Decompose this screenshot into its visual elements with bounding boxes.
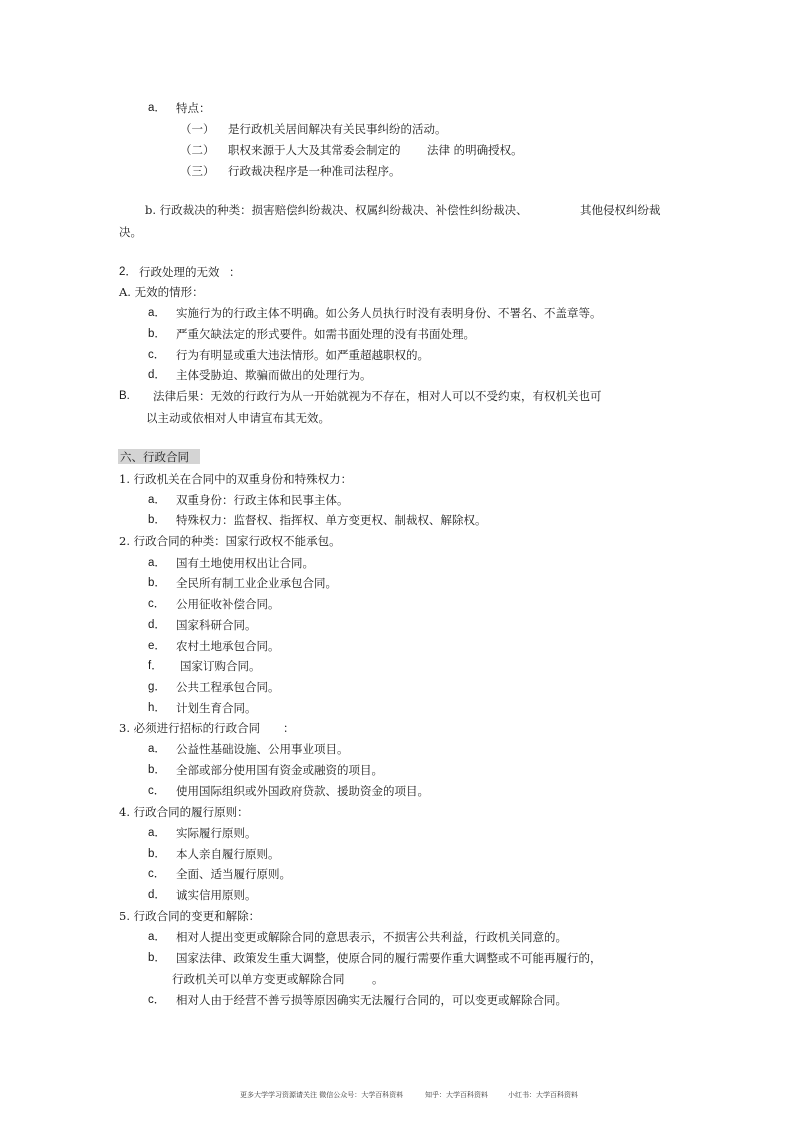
s2-item-g-marker: g．: [148, 681, 166, 693]
s1-item-b-marker: b．: [148, 514, 166, 526]
adjudication-types-wrap: 决。: [119, 225, 142, 239]
s4-item-b-text: 本人亲自履行原则。: [176, 847, 280, 861]
s3-item-c-text: 使用国际组织或外国政府贷款、援助资金的项目。: [176, 784, 429, 798]
s5-item-b-continuation: 行政机关可以单方变更或解除合同: [172, 972, 345, 986]
adjudication-types-line-end: 其他侵权纠纷裁: [580, 203, 661, 217]
invalid-case-a-marker: a．: [148, 307, 166, 319]
invalid-sub-b-line2: 以主动或依相对人申请宣布其无效。: [146, 411, 330, 425]
traits-item-3-text: 行政裁决程序是一种准司法程序。: [228, 164, 401, 178]
s2-item-b-text: 全民所有制工业企业承包合同。: [176, 576, 337, 590]
s3-item-a-marker: a．: [148, 743, 166, 755]
s3-heading: 3. 必须进行招标的行政合同: [119, 721, 261, 735]
s3-item-b-marker: b．: [148, 764, 166, 776]
s2-item-e-text: 农村土地承包合同。: [176, 639, 280, 653]
s4-heading: 4. 行政合同的履行原则：: [119, 805, 249, 819]
s4-item-a-text: 实际履行原则。: [176, 826, 257, 840]
s4-item-a-marker: a．: [148, 827, 166, 839]
s4-item-d-text: 诚实信用原则。: [176, 888, 257, 902]
invalid-sub-b-line1: 法律后果：无效的行政行为从一开始就视为不存在，相对人可以不受约束，有权机关也可: [153, 389, 602, 403]
s2-item-c-marker: c．: [148, 598, 166, 610]
footer-xiaohongshu: 小红书：大学百科资料: [508, 1091, 578, 1099]
s4-item-b-marker: b．: [148, 848, 166, 860]
s2-item-a-marker: a．: [148, 557, 166, 569]
footer-wechat: 更多大学学习资源请关注 微信公众号：大学百科资料: [240, 1091, 404, 1099]
invalid-heading-colon: ：: [229, 265, 241, 279]
invalid-case-d-marker: d．: [148, 369, 166, 381]
s2-item-h-marker: h．: [148, 702, 166, 714]
invalid-case-c-marker: c．: [148, 349, 166, 361]
traits-item-2-marker: （二）: [180, 143, 215, 157]
s1-item-b-text: 特殊权力：监督权、指挥权、单方变更权、制裁权、解除权。: [176, 513, 487, 527]
s4-item-d-marker: d．: [148, 889, 166, 901]
s5-item-a-text: 相对人提出变更或解除合同的意思表示，不损害公共利益，行政机关同意的。: [176, 930, 567, 944]
invalid-case-b-text: 严重欠缺法定的形式要件。如需书面处理的没有书面处理。: [176, 327, 475, 341]
traits-item-2-text-end: 法律 的明确授权。: [427, 143, 523, 157]
s5-item-c-marker: c．: [148, 994, 166, 1006]
s3-item-b-text: 全部或部分使用国有资金或融资的项目。: [176, 763, 383, 777]
s5-item-b-marker: b．: [148, 952, 166, 964]
s3-item-a-text: 公益性基础设施、公用事业项目。: [176, 742, 349, 756]
traits-item-1-marker: （一）: [180, 122, 215, 136]
s2-item-f-text: 国家订购合同。: [180, 659, 261, 673]
traits-item-3-marker: （三）: [180, 164, 215, 178]
s2-item-a-text: 国有土地使用权出让合同。: [176, 556, 314, 570]
s1-item-a-marker: a．: [148, 494, 166, 506]
s5-item-b-text: 国家法律、政策发生重大调整，使原合同的履行需要作重大调整或不可能再履行的，: [176, 951, 602, 965]
s3-heading-colon: ：: [283, 721, 295, 735]
s4-item-c-text: 全面、适当履行原则。: [176, 867, 291, 881]
s2-item-e-marker: e．: [148, 640, 166, 652]
traits-label: 特点：: [176, 101, 211, 115]
invalid-sub-a: A. 无效的情形：: [119, 285, 204, 299]
invalid-heading-marker: 2．: [119, 266, 137, 278]
s2-heading: 2. 行政合同的种类：国家行政权不能承包。: [119, 534, 341, 548]
s4-item-c-marker: c．: [148, 868, 166, 880]
s2-item-h-text: 计划生育合同。: [176, 701, 257, 715]
s2-item-g-text: 公共工程承包合同。: [176, 680, 280, 694]
s2-item-d-marker: d．: [148, 619, 166, 631]
traits-item-2-text: 职权来源于人大及其常委会制定的: [228, 143, 401, 157]
invalid-case-b-marker: b．: [148, 328, 166, 340]
s2-item-f-marker: f．: [148, 660, 163, 672]
s3-item-c-marker: c．: [148, 785, 166, 797]
s2-item-d-text: 国家科研合同。: [176, 618, 257, 632]
invalid-case-d-text: 主体受胁迫、欺骗而做出的处理行为。: [176, 368, 372, 382]
s5-item-c-text: 相对人由于经营不善亏损等原因确实无法履行合同的，可以变更或解除合同。: [176, 993, 567, 1007]
section-title: 六、行政合同: [120, 450, 189, 464]
s2-item-b-marker: b．: [148, 577, 166, 589]
s1-item-a-text: 双重身份：行政主体和民事主体。: [176, 493, 349, 507]
s1-heading: 1. 行政机关在合同中的双重身份和特殊权力：: [119, 472, 353, 486]
s5-item-b-continuation-end: 。: [372, 972, 384, 986]
invalid-case-a-text: 实施行为的行政主体不明确。如公务人员执行时没有表明身份、不署名、不盖章等。: [176, 306, 602, 320]
s5-heading: 5. 行政合同的变更和解除：: [119, 909, 261, 923]
traits-item-1-text: 是行政机关居间解决有关民事纠纷的活动。: [228, 122, 447, 136]
invalid-sub-b-marker: B.: [119, 390, 130, 402]
adjudication-types-line: b. 行政裁决的种类：损害赔偿纠纷裁决、权属纠纷裁决、补偿性纠纷裁决、: [145, 203, 528, 217]
invalid-heading: 行政处理的无效: [139, 265, 220, 279]
traits-marker: a．: [148, 102, 166, 114]
footer-zhihu: 知乎：大学百科资料: [425, 1091, 488, 1099]
section-title-box: [118, 449, 200, 464]
s2-item-c-text: 公用征收补偿合同。: [176, 597, 280, 611]
invalid-case-c-text: 行为有明显或重大违法情形。如严重超越职权的。: [176, 348, 429, 362]
s5-item-a-marker: a．: [148, 931, 166, 943]
